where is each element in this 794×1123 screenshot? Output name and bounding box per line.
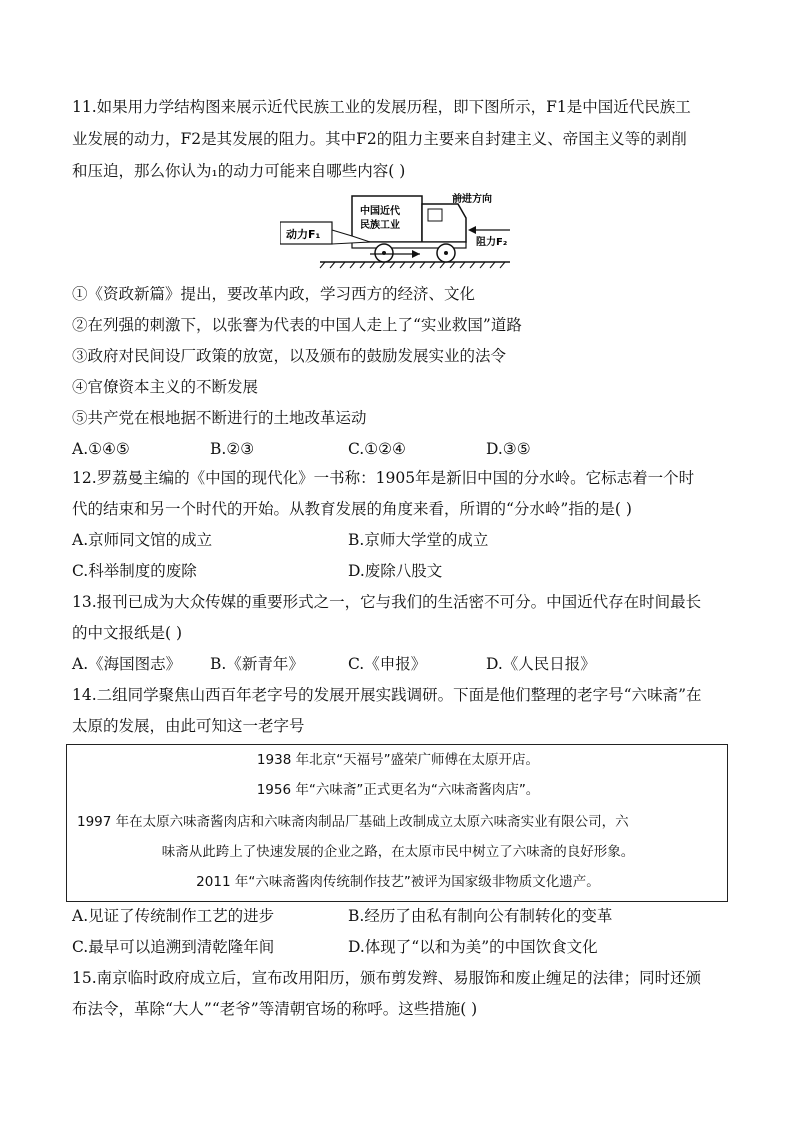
q14-material-line-3: 1997 年在太原六味斋酱肉店和六味斋肉制品厂基础上改制成立太原六味斋实业有限公司，六 [77, 814, 629, 830]
q14-material-line-5: 2011 年“六味斋酱肉传统制作技艺”被评为国家级非物质文化遗产。 [196, 874, 600, 890]
q11-option-d[interactable]: D.③⑤ [486, 440, 531, 458]
f2-arrow-head [468, 226, 476, 234]
truck-label-2: 民族工业 [360, 220, 400, 231]
q12-stem-line-2: 代的结束和另一个时代的开始。从教育发展的角度来看，所谓的“分水岭”指的是( ) [72, 500, 632, 518]
ground-hatch [320, 262, 505, 268]
q11-item-3: ③政府对民间设厂政策的放宽，以及颁布的鼓励发展实业的法令 [72, 347, 507, 365]
q11-item-4: ④官僚资本主义的不断发展 [72, 378, 259, 396]
q11-stem-line-1: 11.如果用力学结构图来展示近代民族工业的发展历程，即下图所示，F1是中国近代民族工 [72, 98, 691, 116]
forward-label: 前进方向 [452, 194, 492, 205]
q11-option-a[interactable]: A.①④⑤ [72, 440, 130, 458]
q11-item-2: ②在列强的刺激下，以张謇为代表的中国人走上了“实业救国”道路 [72, 316, 522, 334]
q13-stem-line-1: 13.报刊已成为大众传媒的重要形式之一，它与我们的生活密不可分。中国近代存在时间最长 [72, 593, 702, 611]
truck-window [428, 209, 442, 221]
q14-option-a[interactable]: A.见证了传统制作工艺的进步 [72, 907, 275, 925]
q14-material-line-4: 味斋从此跨上了快速发展的企业之路，在太原市民中树立了六味斋的良好形象。 [161, 844, 635, 860]
q11-stem-line-3: 和压迫，那么你认为₁的动力可能来自哪些内容( ) [72, 162, 406, 180]
q14-material-line-1: 1938 年北京“天福号”盛荣广师傅在太原开店。 [256, 752, 540, 768]
q11-item-5: ⑤共产党在根地据不断进行的土地改革运动 [72, 409, 367, 427]
q13-option-b[interactable]: B.《新青年》 [210, 655, 304, 673]
q12-stem-line-1: 12.罗荔曼主编的《中国的现代化》一书称：1905年是新旧中国的分水岭。它标志着一个时 [72, 469, 695, 487]
q13-option-a[interactable]: A.《海国图志》 [72, 655, 182, 673]
q15-stem-line-2: 布法令，革除“大人”“老爷”等清朝官场的称呼。这些措施( ) [72, 1000, 478, 1018]
force-diagram [280, 190, 520, 270]
q13-stem-line-2: 的中文报纸是( ) [72, 624, 183, 642]
q12-option-b[interactable]: B.京师大学堂的成立 [348, 531, 489, 549]
f1-arrow-head [412, 250, 420, 258]
q11-stem-line-2: 业发展的动力，F2是其发展的阻力。其中F2的阻力主要来自封建主义、帝国主义等的剥削 [72, 130, 687, 148]
truck-label-1: 中国近代 [360, 206, 400, 217]
q13-option-c[interactable]: C.《申报》 [348, 655, 427, 673]
q12-option-c[interactable]: C.科举制度的废除 [72, 562, 197, 580]
power-label: 动力F₁ [286, 228, 321, 241]
resist-label: 阻力F₂ [476, 237, 508, 248]
q14-option-c[interactable]: C.最早可以追溯到清乾隆年间 [72, 938, 275, 956]
truck-cargo-box [352, 196, 422, 242]
q14-material-box [66, 744, 728, 902]
q12-option-a[interactable]: A.京师同文馆的成立 [72, 531, 213, 549]
q14-option-b[interactable]: B.经历了由私有制向公有制转化的变革 [348, 907, 613, 925]
q11-item-1: ①《资政新篇》提出，要改革内政，学习西方的经济、文化 [72, 285, 476, 303]
q11-option-c[interactable]: C.①②④ [348, 440, 406, 458]
q14-stem-line-1: 14.二组同学聚焦山西百年老字号的发展开展实践调研。下面是他们整理的老字号“六味斋”在 [72, 686, 702, 704]
q12-option-d[interactable]: D.废除八股文 [348, 562, 443, 580]
q14-stem-line-2: 太原的发展，由此可知这一老字号 [72, 717, 305, 735]
q14-option-d[interactable]: D.体现了“以和为美”的中国饮食文化 [348, 938, 598, 956]
q13-option-d[interactable]: D.《人民日报》 [486, 655, 596, 673]
q11-option-b[interactable]: B.②③ [210, 440, 255, 458]
q15-stem-line-1: 15.南京临时政府成立后，宣布改用阳历，颁布剪发辫、易服饰和废止缠足的法律；同时还颁 [72, 969, 702, 987]
q14-material-line-2: 1956 年“六味斋”正式更名为“六味斋酱肉店”。 [256, 782, 540, 798]
